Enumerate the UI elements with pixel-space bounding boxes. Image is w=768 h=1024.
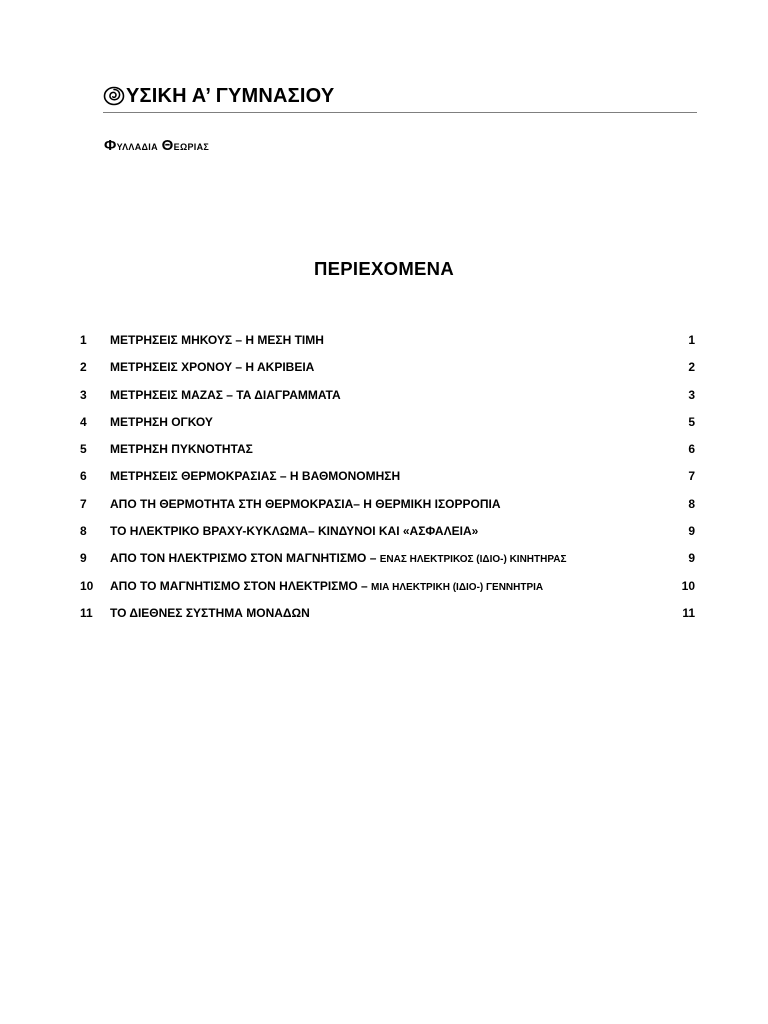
toc-entry-title-main: ΤΟ ΔΙΕΘΝΕΣ ΣΥΣΤΗΜΑ ΜΟΝΑΔΩΝ	[110, 605, 310, 620]
toc-entry-page-number: 2	[688, 360, 695, 375]
toc-entry-number: 8	[80, 524, 87, 539]
toc-entry-title-sub: ΜΙΑ ΗΛΕΚΤΡΙΚΗ (ΙΔΙΟ-) ΓΕΝΝΗΤΡΙΑ	[371, 581, 544, 593]
toc-entry-page-number: 10	[681, 578, 695, 593]
subtitle-word-1: υλλαδια	[116, 139, 162, 153]
toc-entry-number: 11	[80, 605, 93, 620]
toc-entry-page-number: 1	[688, 333, 695, 347]
toc-entry-title	[110, 578, 543, 596]
toc-entry[interactable]	[80, 441, 696, 468]
toc-entry-title-main: ΜΕΤΡΗΣΗ ΠΥΚΝΟΤΗΤΑΣ	[110, 442, 253, 457]
toc-entry-title-main: ΜΕΤΡΗΣΕΙΣ ΜΗΚΟΥΣ – Η ΜΕΣΗ ΤΙΜΗ	[110, 333, 324, 347]
toc-entry-page-number: 9	[688, 551, 695, 566]
toc-entry-page-number: 3	[688, 387, 695, 402]
toc-entry-number: 3	[80, 387, 87, 402]
toc-entry-number: 9	[80, 551, 87, 566]
header-divider	[103, 112, 697, 113]
toc-entry-title	[110, 332, 324, 348]
toc-entry[interactable]	[80, 523, 696, 550]
table-of-contents	[80, 332, 696, 632]
toc-entry-number: 6	[80, 469, 87, 484]
toc-entry-number: 7	[80, 496, 87, 511]
toc-entry[interactable]	[80, 332, 696, 359]
toc-entry-title	[110, 605, 310, 621]
spiral-phi-logo-icon	[103, 85, 125, 107]
subtitle-initial: Φ	[104, 137, 117, 154]
document-title	[103, 84, 697, 108]
toc-entry-page-number: 11	[682, 605, 695, 620]
toc-entry-number: 2	[80, 360, 87, 375]
toc-entry-number: 10	[80, 578, 94, 593]
toc-heading: ΠΕΡΙΕΧΟΜΕΝΑ	[313, 258, 455, 279]
toc-entry-title	[110, 550, 567, 568]
toc-entry-title-main: ΑΠΟ ΤΗ ΘΕΡΜΟΤΗΤΑ ΣΤΗ ΘΕΡΜΟΚΡΑΣΙΑ– Η ΘΕΡΜΙΚΗ ΙΣΟΡΡΟΠΙΑ	[110, 496, 501, 511]
toc-entry[interactable]	[80, 414, 696, 441]
toc-entry[interactable]	[80, 387, 696, 414]
toc-entry-title-main: ΜΕΤΡΗΣΕΙΣ ΧΡΟΝΟΥ – Η ΑΚΡΙΒΕΙΑ	[110, 360, 315, 375]
toc-entry-number: 5	[80, 442, 87, 457]
toc-entry-title	[110, 387, 341, 403]
toc-entry[interactable]	[80, 550, 696, 577]
toc-entry-title	[110, 359, 314, 375]
toc-entry-title-main: ΜΕΤΡΗΣΗ ΟΓΚΟΥ	[110, 414, 213, 429]
document-header	[103, 84, 697, 113]
toc-entry-page-number: 5	[688, 414, 695, 429]
toc-entry[interactable]	[80, 496, 696, 523]
toc-entry[interactable]	[80, 468, 696, 495]
toc-entry-title	[110, 496, 501, 512]
toc-entry-title-main: ΑΠΟ ΤΟ ΜΑΓΝΗΤΙΣΜΟ ΣΤΟΝ ΗΛΕΚΤΡΙΣΜΟ –	[110, 578, 372, 593]
subtitle-word-2: εωριας	[173, 139, 210, 153]
subtitle-initial-2: Θ	[161, 137, 174, 154]
toc-entry-page-number: 7	[688, 469, 695, 484]
toc-entry-title-main: ΜΕΤΡΗΣΕΙΣ ΜΑΖΑΣ – ΤΑ ΔΙΑΓΡΑΜΜΑΤΑ	[110, 387, 341, 402]
toc-entry-page-number: 6	[688, 442, 695, 457]
document-subtitle	[104, 137, 209, 154]
toc-entry-title	[110, 441, 253, 457]
toc-entry-page-number: 9	[688, 524, 695, 539]
toc-entry-title-sub: ΕΝΑΣ ΗΛΕΚΤΡΙΚΟΣ (ΙΔΙΟ-) ΚΙΝΗΤΗΡΑΣ	[379, 554, 567, 566]
toc-entry-title-main: ΤΟ ΗΛΕΚΤΡΙΚΟ ΒΡΑΧΥ-ΚΥΚΛΩΜΑ– ΚΙΝΔΥΝΟΙ ΚΑΙ «ΑΣΦΑΛΕΙΑ»	[110, 524, 479, 539]
toc-entry-title-main: ΜΕΤΡΗΣΕΙΣ ΘΕΡΜΟΚΡΑΣΙΑΣ – Η ΒΑΘΜΟΝΟΜΗΣΗ	[110, 469, 401, 484]
toc-entry[interactable]	[80, 605, 696, 632]
toc-entry[interactable]	[80, 578, 696, 605]
toc-entry-number: 1	[80, 333, 87, 347]
toc-entry-title	[110, 523, 478, 539]
toc-entry-title	[110, 468, 400, 484]
toc-entry[interactable]	[80, 359, 696, 386]
toc-entry-number: 4	[80, 414, 87, 429]
toc-entry-title	[110, 414, 213, 430]
document-title-text: ΥΣΙΚΗ Α’ ΓΥΜΝΑΣΙΟΥ	[126, 84, 335, 107]
toc-entry-page-number: 8	[688, 496, 695, 511]
toc-entry-title-main: ΑΠΟ ΤΟΝ ΗΛΕΚΤΡΙΣΜΟ ΣΤΟΝ ΜΑΓΝΗΤΙΣΜΟ –	[110, 551, 380, 566]
